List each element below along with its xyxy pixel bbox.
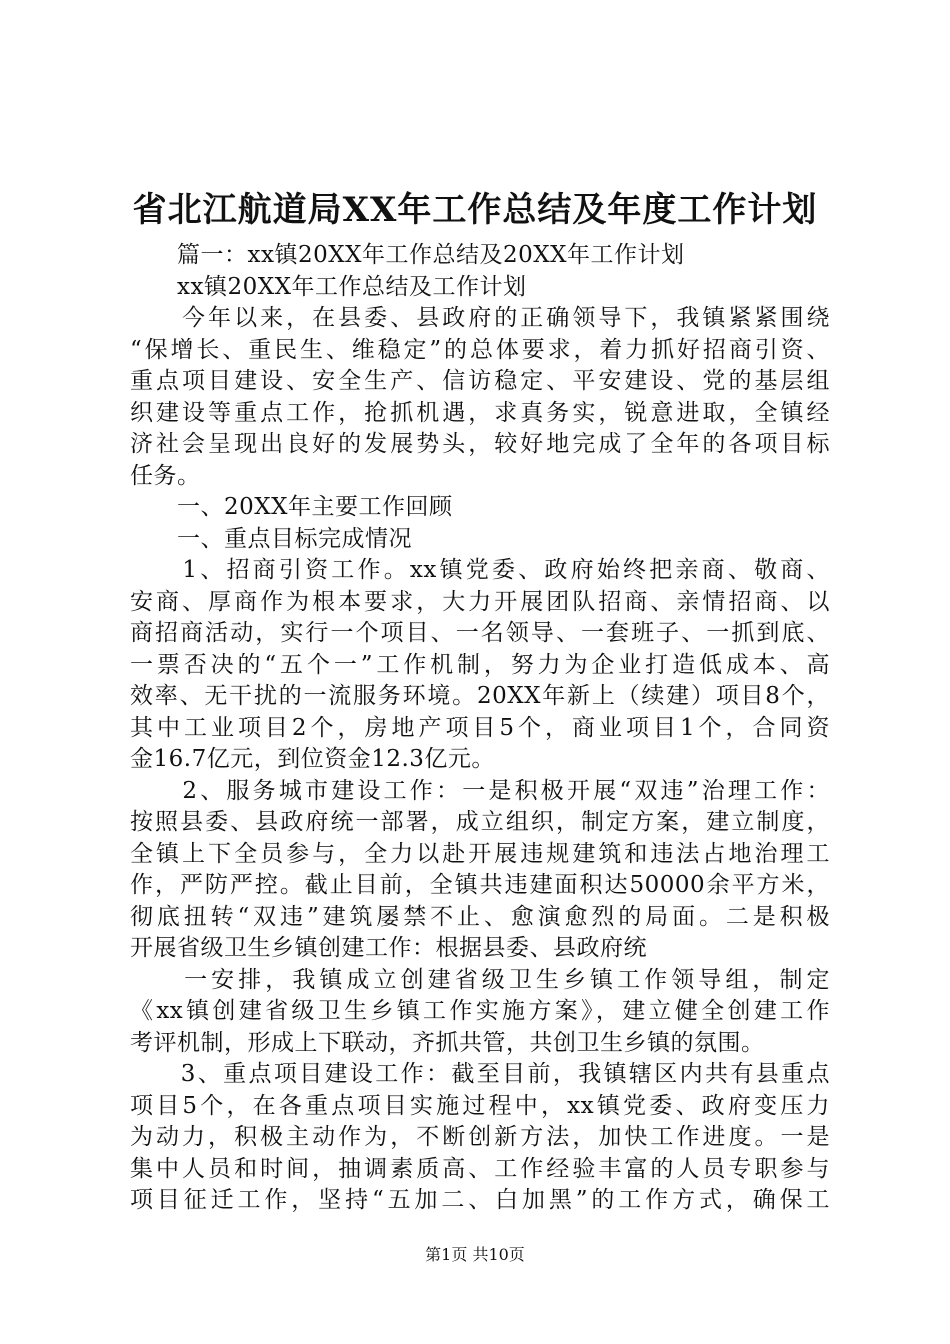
body-line: 开展省级卫生乡镇创建工作：根据县委、县政府统 xyxy=(130,935,647,961)
body-line: 济社会呈现出良好的发展势头，较好地完成了全年的各项目标 xyxy=(130,431,830,457)
body-line: 一安排，我镇成立创建省级卫生乡镇工作领导组，制定 xyxy=(130,966,830,993)
body-line: 项目5个，在各重点项目实施过程中，xx镇党委、政府变压力 xyxy=(130,1092,830,1119)
page-footer: 第1页 共10页 xyxy=(425,1245,525,1264)
body-line: 考评机制，形成上下联动，齐抓共管，共创卫生乡镇的氛围。 xyxy=(130,1029,765,1056)
body-line: 商招商活动，实行一个项目、一名领导、一套班子、一抓到底、 xyxy=(130,620,830,646)
body-line: 作，严防严控。截止目前，全镇共违建面积达50000余平方米， xyxy=(130,872,830,898)
body-line: 一、20XX年主要工作回顾 xyxy=(130,494,453,520)
body-line: 一、重点目标完成情况 xyxy=(130,525,412,552)
body-line: 按照县委、县政府统一部署，成立组织，制定方案，建立制度， xyxy=(130,809,830,835)
body-line: 2、服务城市建设工作：一是积极开展“双违”治理工作： xyxy=(130,777,830,804)
body-line: 为动力，积极主动作为，不断创新方法，加快工作进度。一是 xyxy=(130,1124,830,1150)
document-body xyxy=(130,240,830,1217)
body-line: 彻底扭转“双违”建筑屡禁不止、愈演愈烈的局面。二是积极 xyxy=(130,903,830,930)
body-line: 一票否决的“五个一”工作机制，努力为企业打造低成本、高 xyxy=(130,651,830,678)
body-line: xx镇20XX年工作总结及工作计划 xyxy=(130,273,527,300)
body-line: 其中工业项目2个，房地产项目5个，商业项目1个，合同资 xyxy=(130,714,830,741)
body-line: 篇一：xx镇20XX年工作总结及20XX年工作计划 xyxy=(130,242,685,268)
body-line: 今年以来，在县委、县政府的正确领导下，我镇紧紧围绕 xyxy=(130,305,830,331)
body-line: 重点项目建设、安全生产、信访稳定、平安建设、党的基层组 xyxy=(130,368,830,394)
body-line: “保增长、重民生、维稳定”的总体要求，着力抓好招商引资、 xyxy=(130,336,830,363)
body-line: 《xx镇创建省级卫生乡镇工作实施方案》，建立健全创建工作 xyxy=(130,998,830,1024)
body-line: 金16.7亿元，到位资金12.3亿元。 xyxy=(130,746,495,772)
body-line: 任务。 xyxy=(130,462,201,489)
body-line: 3、重点项目建设工作：截至目前，我镇辖区内共有县重点 xyxy=(130,1061,830,1087)
body-line: 安商、厚商作为根本要求，大力开展团队招商、亲情招商、以 xyxy=(130,588,830,615)
body-line: 效率、无干扰的一流服务环境。20XX年新上（续建）项目8个， xyxy=(130,683,830,709)
body-line: 项目征迁工作，坚持“五加二、白加黑”的工作方式，确保工 xyxy=(130,1187,830,1213)
document-title: 省北江航道局XX年工作总结及年度工作计划 xyxy=(132,190,818,230)
body-line: 1、招商引资工作。xx镇党委、政府始终把亲商、敬商、 xyxy=(130,557,830,583)
body-line: 全镇上下全员参与，全力以赴开展违规建筑和违法占地治理工 xyxy=(130,840,830,867)
body-line: 集中人员和时间，抽调素质高、工作经验丰富的人员专职参与 xyxy=(130,1155,830,1182)
body-line: 织建设等重点工作，抢抓机遇，求真务实，锐意进取，全镇经 xyxy=(130,399,830,426)
